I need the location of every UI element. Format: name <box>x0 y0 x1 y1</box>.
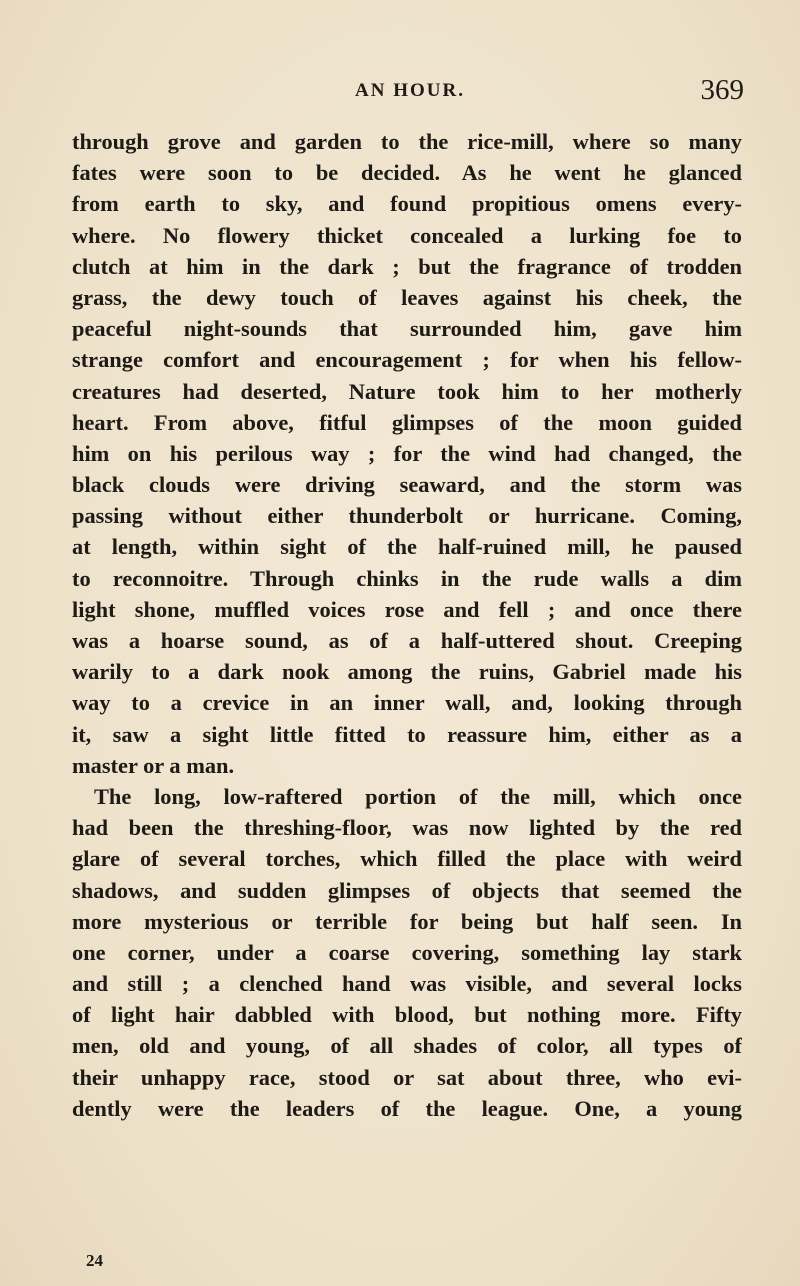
page-header <box>80 74 744 114</box>
text-line: black clouds were driving seaward, and the storm was <box>72 472 742 498</box>
text-line: clutch at him in the dark ; but the fragrance of trodden <box>72 253 742 279</box>
text-line: and still ; a clenched hand was visible, and several locks <box>72 971 742 997</box>
text-line: warily to a dark nook among the ruins, Gabriel made his <box>72 659 742 685</box>
text-line: one corner, under a coarse covering, something lay stark <box>72 939 742 965</box>
text-line: fates were soon to be decided. As he went he glanced <box>72 160 742 186</box>
text-line: of light hair dabbled with blood, but nothing more. Fifty <box>72 1002 742 1028</box>
text-line: creatures had deserted, Nature took him to her motherly <box>72 378 742 404</box>
running-head: AN HOUR. <box>355 80 465 101</box>
text-line: peaceful night-sounds that surrounded him, gave him <box>72 316 742 342</box>
text-line: through grove and garden to the rice-mill, where so many <box>72 129 742 154</box>
text-line: more mysterious or terrible for being but half seen. In <box>72 908 742 934</box>
text-line: from earth to sky, and found propitious omens every- <box>72 191 742 217</box>
page-number: 369 <box>700 74 744 106</box>
text-line: passing without either thunderbolt or hurricane. Coming, <box>72 503 742 529</box>
text-line: grass, the dewy touch of leaves against his cheek, the <box>72 284 742 310</box>
text-line: at length, within sight of the half-ruined mill, he paused <box>72 534 742 560</box>
text-line: men, old and young, of all shades of color, all types of <box>72 1033 742 1059</box>
signature-mark: 24 <box>86 1251 103 1270</box>
text-line: their unhappy race, stood or sat about three, who evi- <box>72 1064 742 1090</box>
text-line: him on his perilous way ; for the wind had changed, the <box>72 440 742 466</box>
text-line: heart. From above, fitful glimpses of the moon guided <box>72 409 742 435</box>
body-text <box>72 126 742 1124</box>
text-line: strange comfort and encouragement ; for when his fellow- <box>72 347 742 373</box>
paragraph-end-line: master or a man. <box>72 752 235 778</box>
text-line: to reconnoitre. Through chinks in the rude walls a dim <box>72 565 742 591</box>
text-line: shadows, and sudden glimpses of objects that seemed the <box>72 877 742 903</box>
text-line: where. No flowery thicket concealed a lurking foe to <box>72 222 742 248</box>
text-line: glare of several torches, which filled the place with weird <box>72 846 742 872</box>
text-line: it, saw a sight little fitted to reassure him, either as a <box>72 721 742 747</box>
text-line: way to a crevice in an inner wall, and, looking through <box>72 690 742 716</box>
text-line: dently were the leaders of the league. One, a young <box>72 1095 742 1121</box>
text-line: light shone, muffled voices rose and fell ; and once there <box>72 596 742 622</box>
paragraph-start-line: The long, low-raftered portion of the mill, which once <box>94 783 742 809</box>
text-line: had been the threshing-floor, was now lighted by the red <box>72 815 742 841</box>
text-line: was a hoarse sound, as of a half-uttered shout. Creeping <box>72 628 742 653</box>
